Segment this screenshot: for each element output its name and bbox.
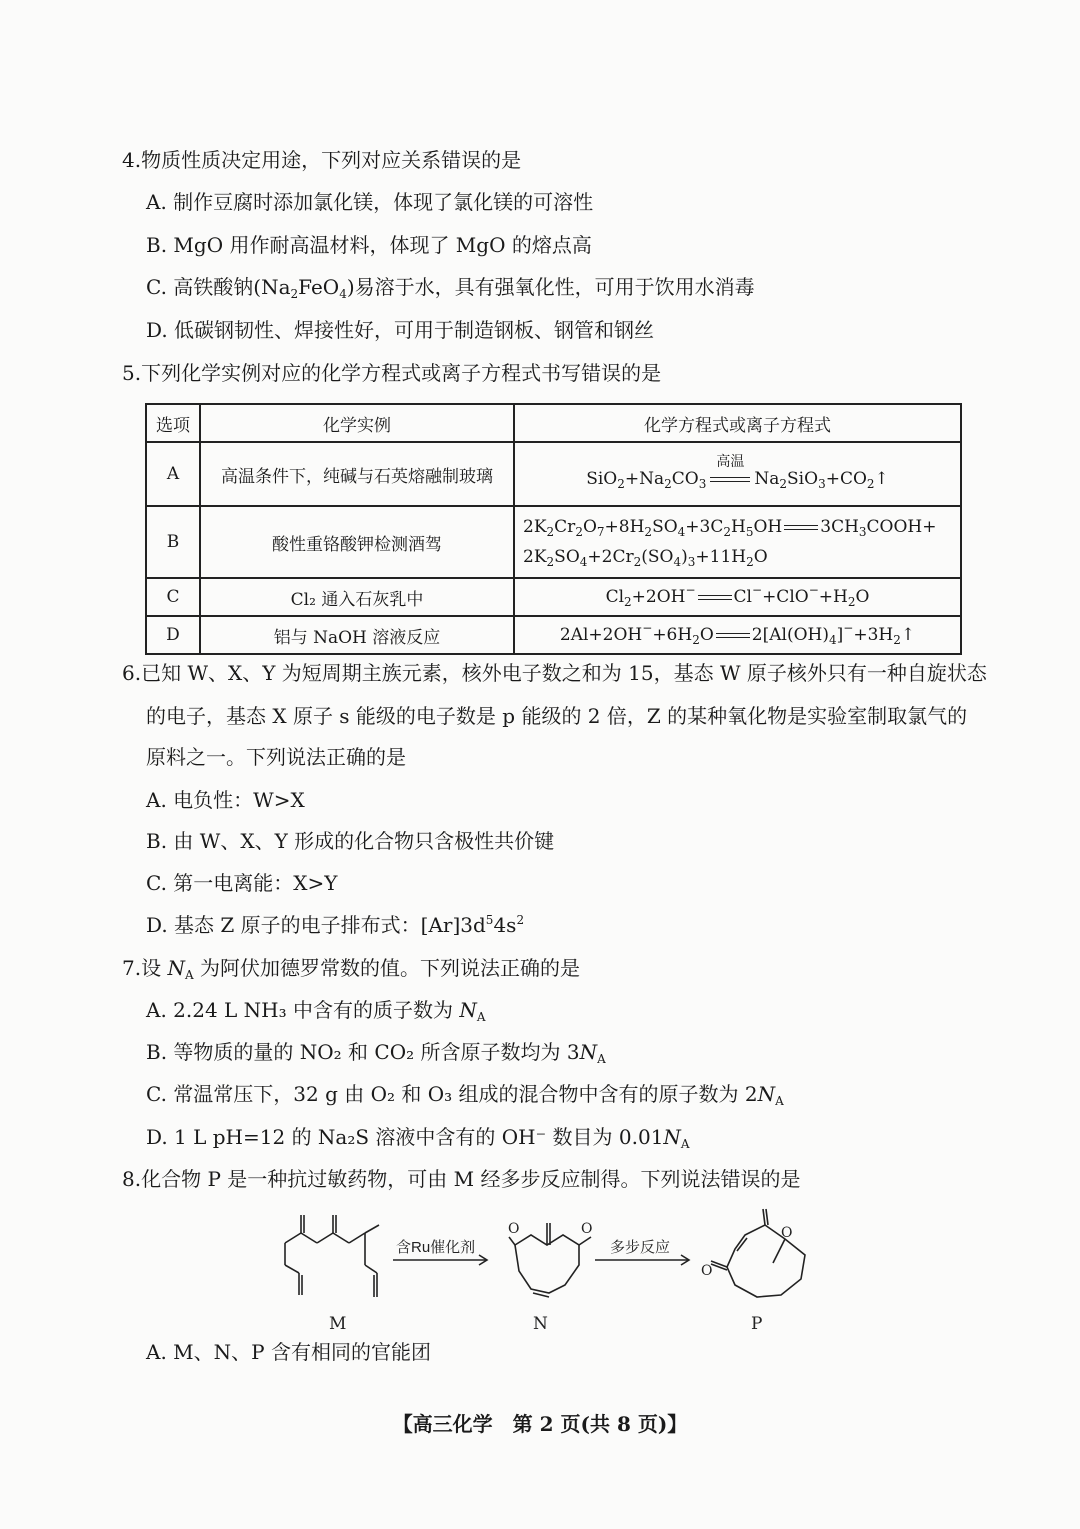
q4-option-a: A. 制作豆腐时添加氯化镁，体现了氯化镁的可溶性 <box>146 190 594 214</box>
n-ester-o: O <box>581 1221 593 1237</box>
q4-stem: 4.物质性质决定用途，下列对应关系错误的是 <box>122 148 522 172</box>
row-d-case: 铝与 NaOH 溶液反应 <box>200 616 514 654</box>
q7-stem: 7.设 $N_A$ 为阿伏加德罗常数的值。下列说法正确的是 <box>122 956 580 982</box>
q6-option-c: C. 第一电离能：X>Y <box>146 871 338 895</box>
label-n: N <box>533 1314 548 1334</box>
q8-option-a: A. M、N、P 含有相同的官能团 <box>146 1340 431 1364</box>
row-c-equation: $Cl_2+2OH^-$ $Cl^-+ClO^-+H_2O$ <box>514 578 961 616</box>
q4-option-b: B. MgO 用作耐高温材料，体现了 MgO 的熔点高 <box>146 233 592 257</box>
q6-stem-line2: 的电子，基态 X 原子 s 能级的电子数是 p 能级的 2 倍，Z 的某种氧化物是实验室制取氯气的 <box>146 704 968 728</box>
reaction-scheme <box>265 1205 825 1345</box>
q6-stem-line3: 原料之一。下列说法正确的是 <box>146 745 406 769</box>
n-ring-o: O <box>508 1221 520 1237</box>
header-equation: 化学方程式或离子方程式 <box>514 404 961 442</box>
q4-option-c: C. 高铁酸钠$(Na_2FeO_4)$易溶于水，具有强氧化性，可用于饮用水消毒 <box>146 275 755 301</box>
q8-stem: 8.化合物 P 是一种抗过敏药物，可由 M 经多步反应制得。下列说法错误的是 <box>122 1167 801 1191</box>
q4-option-d: D. 低碳钢韧性、焊接性好，可用于制造钢板、钢管和钢丝 <box>146 318 655 342</box>
q7-option-a: A. 2.24 L NH₃ 中含有的质子数为 $N_A$ <box>146 998 486 1024</box>
row-b-option: B <box>146 506 200 578</box>
label-p: P <box>751 1314 763 1334</box>
q5-stem: 5.下列化学实例对应的化学方程式或离子方程式书写错误的是 <box>122 361 662 385</box>
row-d-option: D <box>146 616 200 654</box>
row-b-case: 酸性重铬酸钾检测酒驾 <box>200 506 514 578</box>
row-c-case: Cl₂ 通入石灰乳中 <box>200 578 514 616</box>
q7-option-c: C. 常温常压下，32 g 由 O₂ 和 O₃ 组成的混合物中含有的原子数为 $2N_A$ <box>146 1082 784 1108</box>
row-b-equation: $2K_2Cr_2O_7+8H_2SO_4+3C_2H_5OH$ $3CH_3COOH+$ $2K_2SO_4+2Cr_2(SO_4)_3+11H_2O$ <box>514 506 961 578</box>
q6-option-d: D. 基态 Z 原子的电子排布式：$[Ar]3d^54s^2$ <box>146 913 525 937</box>
q6-option-b: B. 由 W、X、Y 形成的化合物只含极性共价键 <box>146 829 555 853</box>
row-c-option: C <box>146 578 200 616</box>
header-case: 化学实例 <box>200 404 514 442</box>
equation-table <box>145 403 962 655</box>
q6-stem-line1: 6.已知 W、X、Y 为短周期主族元素，核外电子数之和为 15，基态 W 原子核外只有一种自旋状态 <box>122 661 987 685</box>
reaction-condition: 高温 <box>716 454 745 470</box>
q7-option-d: D. 1 L pH=12 的 Na₂S 溶液中含有的 OH⁻ 数目为 $0.01N_A$ <box>146 1125 690 1151</box>
arrow1-label: 含Ru催化剂 <box>396 1239 476 1256</box>
label-m: M <box>329 1314 347 1334</box>
molecule-m-structure <box>285 1215 379 1297</box>
p-ketone-o: O <box>701 1263 713 1279</box>
q7-option-b: B. 等物质的量的 NO₂ 和 CO₂ 所含原子数均为 $3N_A$ <box>146 1040 606 1066</box>
row-a-equation: $SiO_2+Na_2CO_3$ 高温 $Na_2SiO_3+CO_2↑$ <box>514 442 961 506</box>
header-option: 选项 <box>146 404 200 442</box>
row-a-option: A <box>146 442 200 506</box>
molecule-n-structure <box>509 1223 591 1297</box>
row-d-equation: $2Al+2OH^-+6H_2O$ $2[Al(OH)_4]^-+3H_2↑$ <box>514 616 961 654</box>
row-a-case: 高温条件下，纯碱与石英熔融制玻璃 <box>200 442 514 506</box>
p-ester-o: O <box>781 1225 793 1241</box>
q6-option-a: A. 电负性：W>X <box>146 788 305 812</box>
arrow2-label: 多步反应 <box>610 1239 671 1256</box>
page-footer: 【高三化学 第 2 页(共 8 页)】 <box>392 1412 688 1436</box>
molecule-p-structure <box>711 1209 805 1297</box>
